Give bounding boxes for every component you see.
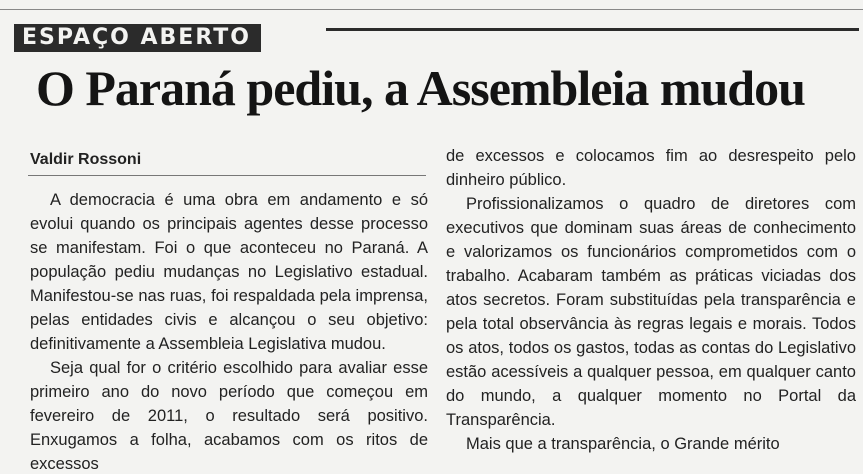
- byline-rule: [28, 175, 426, 176]
- paragraph: A democracia é uma obra em andamento e só evolui quando os principais agentes desse processo se manifestam. Foi o que aconteceu no Paraná. A população pediu mudanças no Legislativo estadual. Manifestou-se nas ruas, foi respaldada pela imprensa, pelas entidades civis e alcançou o seu objetivo: definitivamente a Assembleia Legislativa mudou.: [30, 191, 428, 353]
- section-rule: [326, 28, 859, 31]
- article-column-1: [30, 188, 428, 474]
- top-rule: [0, 9, 863, 10]
- paragraph: Seja qual for o critério escolhido para avaliar esse primeiro ano do novo período que começou em fevereiro de 2011, o resultado será positivo. Enxugamos a folha, acabamos com os ritos de excessos: [30, 359, 428, 473]
- article-column-2: [446, 144, 856, 474]
- paragraph: Mais que a transparência, o Grande mérito: [466, 435, 780, 453]
- author-byline: Valdir Rossoni: [30, 151, 142, 168]
- headline: O Paraná pediu, a Assembleia mudou: [36, 60, 805, 116]
- paragraph: Profissionalizamos o quadro de diretores com executivos que dominam suas áreas de conhecimento e valorizamos os funcionários comprometidos com o trabalho. Acabaram também as práticas viciadas dos atos secretos. Foram substituídas pela transparência e pela total observância às regras legais e morais. Todos os atos, todos os gastos, todas as contas do Legislativo estão acessíveis a qualquer pessoa, em qualquer canto do mundo, a qualquer momento no Portal da Transparência.: [446, 195, 856, 429]
- section-tag: ESPAÇO ABERTO: [14, 24, 261, 52]
- paragraph-continuation: de excessos e colocamos fim ao desrespeito pelo dinheiro público.: [446, 147, 856, 189]
